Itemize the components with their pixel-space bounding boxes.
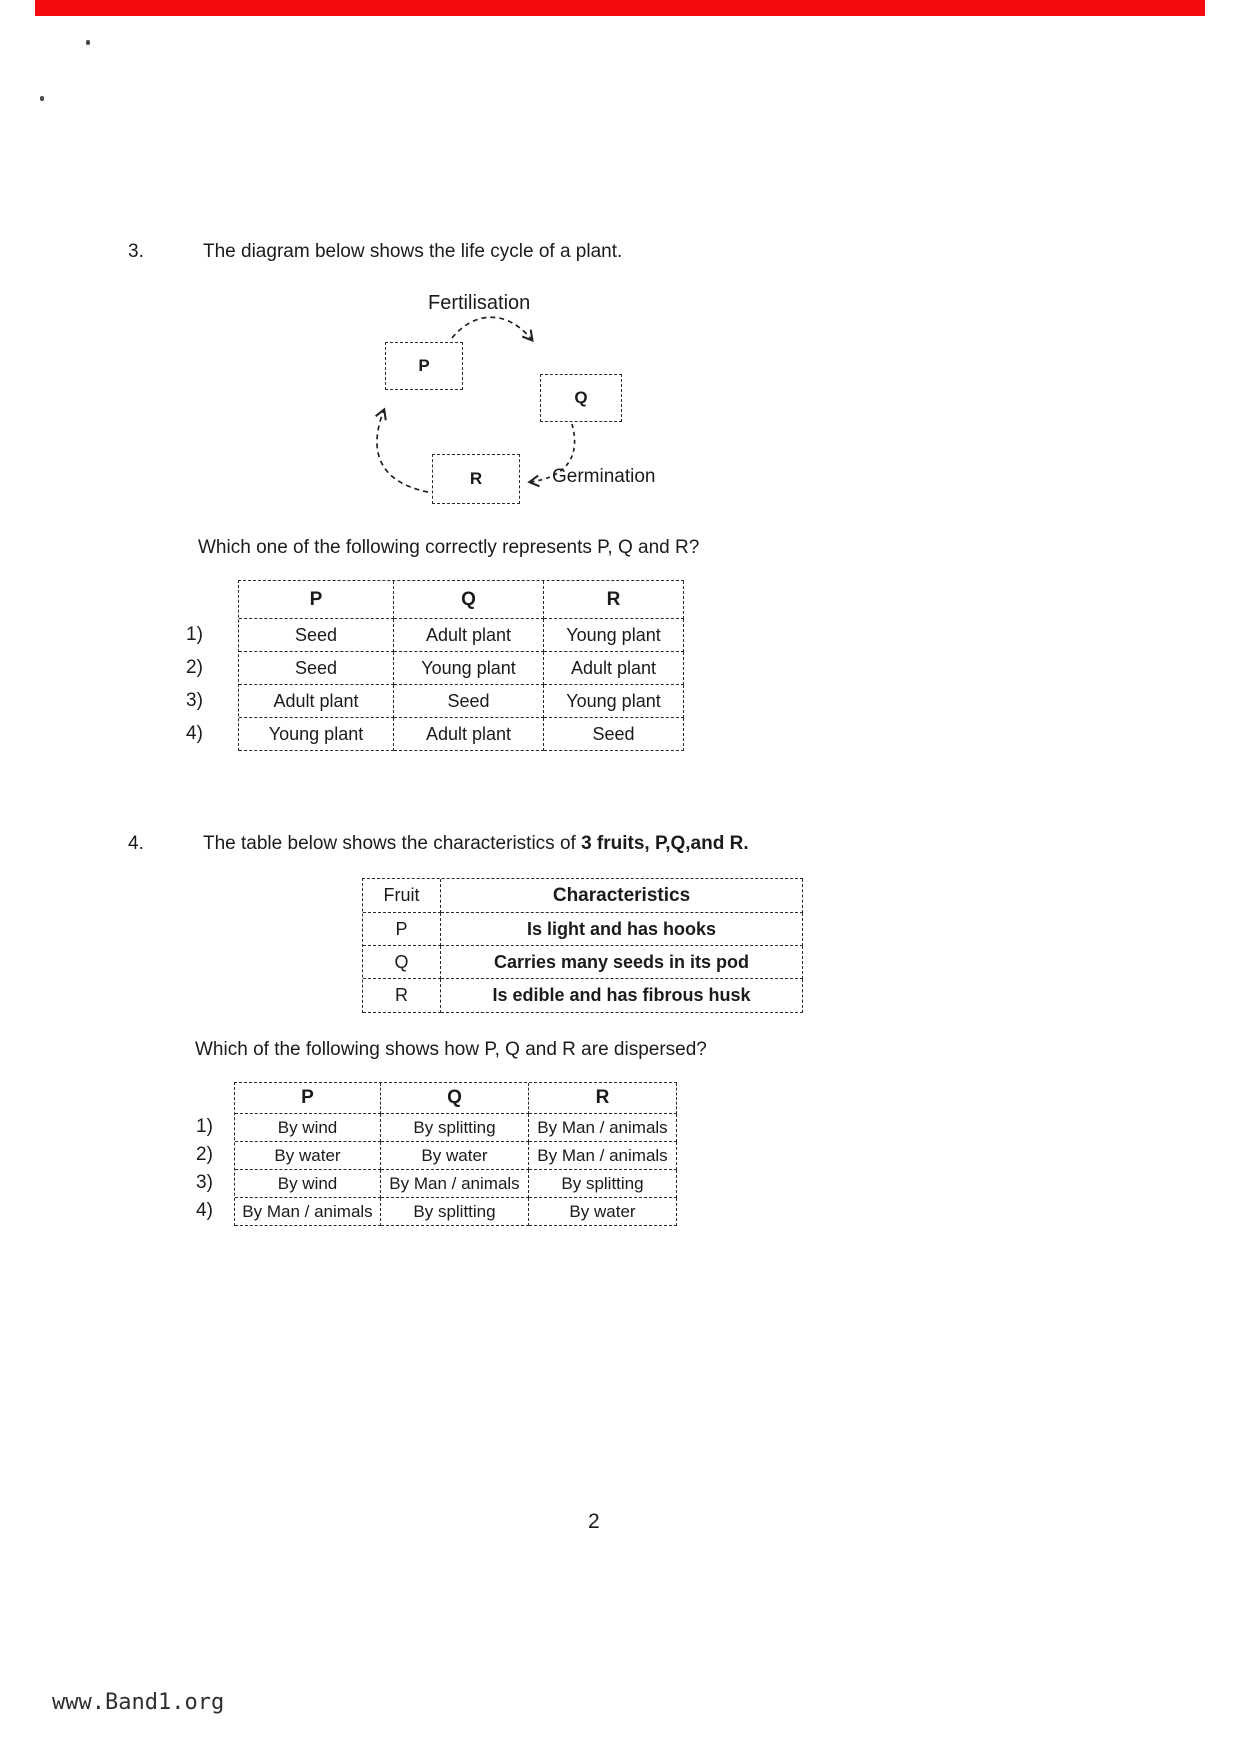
q3-option-numbers [186, 580, 238, 750]
table-cell: Adult plant [544, 652, 684, 685]
table-cell: Carries many seeds in its pod [441, 946, 803, 979]
table-cell: By wind [235, 1114, 381, 1142]
table-cell: Young plant [239, 718, 394, 751]
column-header: P [239, 581, 394, 619]
growth-arrow [377, 410, 428, 492]
fruit-characteristics-table [362, 878, 803, 1013]
table-cell: By Man / animals [529, 1114, 677, 1142]
table-cell: P [363, 913, 441, 946]
question-3-prompt: The diagram below shows the life cycle of a plant. [203, 241, 623, 262]
table-cell: By Man / animals [235, 1198, 381, 1226]
table-cell: Young plant [544, 619, 684, 652]
option-number: 3) [196, 1172, 213, 1193]
question-4-number: 4. [128, 833, 144, 854]
table-cell: By Man / animals [529, 1142, 677, 1170]
page-number: 2 [588, 1510, 600, 1533]
scan-speck [40, 96, 44, 101]
option-number: 3) [186, 689, 203, 711]
question-3-number: 3. [128, 241, 144, 262]
table-cell: By water [381, 1142, 529, 1170]
q3-table-grid [238, 580, 684, 751]
table-cell: By splitting [381, 1198, 529, 1226]
table-cell: Young plant [394, 652, 544, 685]
question-4-prompt-regular: The table below shows the characteristics of [203, 833, 582, 854]
question-4-prompt-bold: 3 fruits, P,Q,and R. [581, 833, 749, 854]
diagram-box-r: R [432, 454, 520, 504]
question-4-text-label: Which of the following shows how P, Q and R are dispersed? [195, 1039, 707, 1060]
table-cell: By wind [235, 1170, 381, 1198]
option-number: 1) [196, 1116, 213, 1137]
option-number: 4) [186, 722, 203, 744]
option-number: 2) [196, 1144, 213, 1165]
table-cell: Seed [544, 718, 684, 751]
column-header: Q [394, 581, 544, 619]
scan-red-top-bar [35, 0, 1205, 16]
q4-option-numbers [196, 1082, 234, 1225]
q3-answer-table [186, 580, 684, 751]
question-4-text [195, 1038, 707, 1062]
diagram-box-p: P [385, 342, 463, 390]
option-number: 4) [196, 1200, 213, 1221]
question-3-text [198, 536, 699, 560]
table-cell: Is edible and has fibrous husk [441, 979, 803, 1013]
table-cell: Seed [394, 685, 544, 718]
table-cell: By splitting [381, 1114, 529, 1142]
q4-table-grid [234, 1082, 677, 1226]
question-3-text-label: Which one of the following correctly represents P, Q and R? [198, 537, 700, 558]
question-4-prompt-line [128, 832, 749, 856]
column-header: Characteristics [441, 879, 803, 913]
table-cell: Adult plant [394, 619, 544, 652]
diagram-box-q: Q [540, 374, 622, 422]
fertilisation-label: Fertilisation [428, 292, 531, 314]
question-3-prompt-line [128, 240, 622, 264]
fertilisation-arrow [452, 317, 532, 340]
column-header: R [529, 1083, 677, 1114]
option-number: 1) [186, 623, 203, 645]
scan-speck [86, 40, 90, 45]
table-cell: By Man / animals [381, 1170, 529, 1198]
table-cell: Young plant [544, 685, 684, 718]
table-cell: By water [529, 1198, 677, 1226]
table-cell: Seed [239, 652, 394, 685]
q4-answer-table [196, 1082, 677, 1226]
table-cell: By splitting [529, 1170, 677, 1198]
table-cell: R [363, 979, 441, 1013]
option-number: 2) [186, 656, 203, 678]
table-cell: Is light and has hooks [441, 913, 803, 946]
column-header: P [235, 1083, 381, 1114]
table-cell: By water [235, 1142, 381, 1170]
watermark-url: www.Band1.org [52, 1690, 225, 1715]
table-cell: Seed [239, 619, 394, 652]
column-header: R [544, 581, 684, 619]
table-cell: Adult plant [394, 718, 544, 751]
column-header: Q [381, 1083, 529, 1114]
table-cell: Adult plant [239, 685, 394, 718]
table-cell: Q [363, 946, 441, 979]
question-4-prompt [203, 832, 749, 856]
life-cycle-diagram [340, 290, 710, 520]
germination-label: Germination [552, 466, 656, 487]
column-header: Fruit [363, 879, 441, 913]
